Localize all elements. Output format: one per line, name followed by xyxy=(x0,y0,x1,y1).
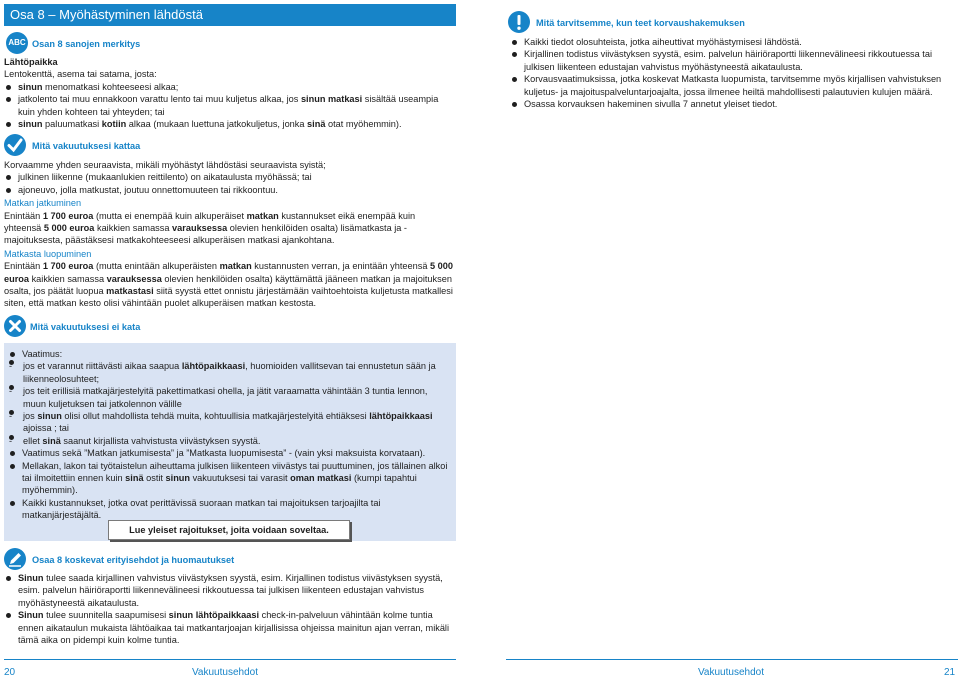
section-title-bar xyxy=(4,4,456,26)
page-number-right: 21 xyxy=(944,667,956,678)
cover-block xyxy=(4,159,454,310)
cover-list xyxy=(4,171,454,196)
special-conditions-heading: Osaa 8 koskevat erityisehdot ja huomautukset xyxy=(32,555,235,565)
list-item: jatkolento tai muu ennakkoon varattu lento tai muu kuljetus alkaa, jos sinun matkasi sisältää useampia kuin yhden kohteen tai yhteyden; tai xyxy=(4,93,454,118)
list-item: - jos sinun olisi ollut mahdollista tehdä muita, kohtuullisia matkajärjestelyitä ehtiäksesi lähtöpaikkaasi ajoissa ; tai xyxy=(8,410,450,435)
list-item: - ellet sinä saanut kirjallista vahvistusta viivästyksen syystä. xyxy=(8,435,450,447)
requirement-sublist xyxy=(8,360,450,447)
not-covered-heading: Mitä vakuutuksesi ei kata xyxy=(30,322,141,332)
list-item: ajoneuvo, jolla matkustat, joutuu onnettomuuteen tai rikkoontuu. xyxy=(4,184,454,196)
list-item: Vaatimus: - jos et varannut riittävästi aikaa saapua lähtöpaikkaasi, huomioiden vallitsevan tai ennustetun sään ja liikenneolosuhteet; - jos teit erillisiä matkajärjestelyitä pakettimatkasi ohella, ja jätit varaamatta vähintään 3 tuntia lennon, muun kuljetuksen tai jatkolennon välille - jos sinun olisi ollut mahdollista tehdä muita, kohtuullisia matkajärjestelyitä ehtiäksesi lähtöpaikkaasi ajoissa ; tai - ellet sinä saanut kirjallista vahvistusta viivästyksen syystä. xyxy=(8,348,450,447)
list-item: Osassa korvauksen hakeminen sivulla 7 annetut yleiset tiedot. xyxy=(510,98,950,110)
section-title: Osa 8 – Myöhästyminen lähdöstä xyxy=(10,7,203,22)
list-item: sinun paluumatkasi kotiin alkaa (mukaan luettuna jatkokuljetus, jonka sinä otat myöhemmin). xyxy=(4,118,454,130)
definition-list xyxy=(4,81,454,131)
list-item: Vaatimus sekä ”Matkan jatkumisesta” ja ”Matkasta luopumisesta” - (vain yksi maksuista korvataan). xyxy=(8,447,450,459)
not-covered-block xyxy=(8,348,450,522)
pen-icon xyxy=(4,548,26,570)
continuation-text: Enintään 1 700 euroa (mutta ei enempää kuin alkuperäiset matkan kustannukset eikä enempää kuin yhteensä 5 000 euroa kaikkien samassa varauksessa olevien henkilöiden osalta) lisämatkasta ja -majoituksesta, päästäksesi matkakohteeseesi alkuperäisen matkasi ajankohtana. xyxy=(4,210,416,246)
list-item: - jos teit erillisiä matkajärjestelyitä pakettimatkasi ohella, ja jätit varaamatta vähintään 3 tuntia lennon, muun kuljetuksen tai jatkolennon välille xyxy=(8,385,450,410)
claim-block xyxy=(510,36,950,110)
list-item: sinun menomatkasi kohteeseesi alkaa; xyxy=(4,81,454,93)
page-number-left: 20 xyxy=(4,667,16,678)
list-item: Sinun tulee saada kirjallinen vahvistus viivästyksen syystä, esim. Kirjallinen todistus viivästyksen syystä, esim. palvelun häiriöraportti liikennevälineesi rikkoutuessa tai julkisen liikenteen edustajan vahvistus myöhästyneestä aikataulusta. xyxy=(4,572,456,609)
list-item: - jos et varannut riittävästi aikaa saapua lähtöpaikkaasi, huomioiden vallitsevan tai ennustetun sään ja liikenneolosuhteet; xyxy=(8,360,450,385)
list-item: julkinen liikenne (mukaanlukien reittilento) on aikataulusta myöhässä; tai xyxy=(4,171,454,183)
definitions-heading: Osan 8 sanojen merkitys xyxy=(32,39,141,49)
cross-icon xyxy=(4,315,26,337)
footer-rule-right xyxy=(506,659,958,660)
list-item: Kaikki kustannukset, jotka ovat perittävissä suoraan matkan tai majoituksen tarjoajilta tai matkanjärjestäjältä. xyxy=(8,497,450,522)
abc-badge-icon: ABC xyxy=(6,32,28,54)
continuation-heading: Matkan jatkuminen xyxy=(4,198,82,209)
list-item: Korvausvaatimuksissa, jotka koskevat Matkasta luopumista, tarvitsemme myös kirjallisen vahvistuksen kuljetus- ja majoituspalveluntarjoajalta, jossa ilmenee heiltä mahdollisesti palautuvien kulujen määrä. xyxy=(510,73,950,98)
cover-intro: Korvaamme yhden seuraavista, mikäli myöhästyt lähdöstäsi seuraavista syistä; xyxy=(4,160,326,170)
footer-rule-left xyxy=(4,659,456,660)
checkmark-icon xyxy=(4,134,26,156)
cancellation-text: Enintään 1 700 euroa (mutta enintään alkuperäisten matkan kustannusten verran, ja enintään yhteensä 5 000 euroa kaikkien samassa varauksessa olevien henkilöiden osalta) käyttämättä jääneen matkan ja majoituksen osalta, jos päätät luopua matkastasi siitä syystä ettet onnistu järjestämään vaihtoehtoista kuljetusta matkallesi siten, että matkan kesto olisi vähintään puolet alkuperäisen matkan kestosta. xyxy=(4,261,453,309)
list-item: Kaikki tiedot olosuhteista, jotka aiheuttivat myöhästymisesi lähdöstä. xyxy=(510,36,950,48)
list-item: Sinun tulee suunnitella saapumisesi sinun lähtöpaikkaasi check-in-palveluun vähintään kolme tuntia ennen aikataulun mukaista lähtöaikaa tai matkantarjoajan kirjallisissa ohjeissa mainitun ajan verran, mikäli tämä aika on pidempi kuin kolme tuntia. xyxy=(4,609,456,646)
footer-brand-right: Vakuutusehdot xyxy=(698,667,764,678)
cover-heading: Mitä vakuutuksesi kattaa xyxy=(32,141,141,151)
claim-heading: Mitä tarvitsemme, kun teet korvaushakemuksen xyxy=(536,18,745,28)
definitions-block xyxy=(4,56,454,130)
exclamation-icon xyxy=(508,11,530,33)
term-definition: Lentokenttä, asema tai satama, josta: xyxy=(4,69,157,80)
general-exclusions-notice: Lue yleiset rajoitukset, joita voidaan soveltaa. xyxy=(108,520,350,540)
term-departure-point: Lähtöpaikka xyxy=(4,57,58,67)
list-item: Kirjallinen todistus viivästyksen syystä, esim. palvelun häiriöraportti liikennevälineesi rikkoutuessa tai julkisen liikenteen edustajan vahvistus myöhästyneestä aikataulusta. xyxy=(510,48,950,73)
list-item: Mellakan, lakon tai työtaistelun aiheuttama julkisen liikenteen viivästys tai puuttuminen, jos tällainen alkoi tai ilmoitettiin ennen kuin sinä ostit sinun vakuutuksesi tai varasit oman matkasi (kumpi tapahtui myöhemmin). xyxy=(8,460,450,497)
cancellation-heading: Matkasta luopuminen xyxy=(4,248,92,259)
footer-brand-left: Vakuutusehdot xyxy=(192,667,258,678)
special-conditions-block xyxy=(4,572,456,646)
